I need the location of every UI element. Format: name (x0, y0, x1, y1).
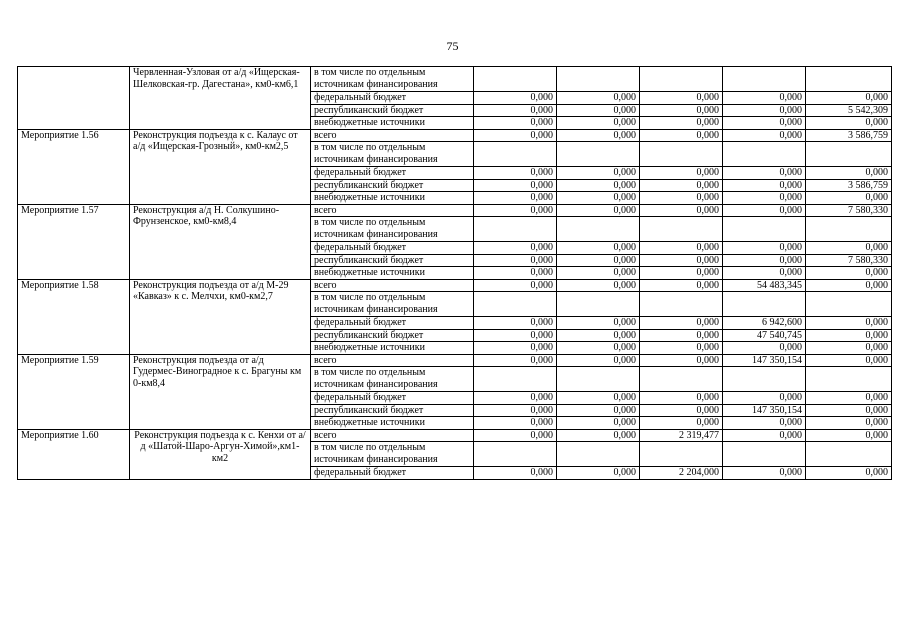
funding-source-label: республиканский бюджет (311, 179, 474, 192)
amount-cell: 0,000 (806, 342, 892, 355)
amount-cell: 0,000 (557, 192, 640, 205)
amount-cell: 0,000 (640, 167, 723, 180)
amount-cell: 5 542,309 (806, 104, 892, 117)
amount-cell: 0,000 (474, 254, 557, 267)
amount-cell: 0,000 (723, 429, 806, 442)
amount-cell: 0,000 (806, 167, 892, 180)
amount-cell: 0,000 (557, 117, 640, 130)
amount-cell (640, 292, 723, 317)
amount-cell: 0,000 (806, 354, 892, 367)
funding-source-label: всего (311, 429, 474, 442)
event-cell: Мероприятие 1.59 (18, 354, 130, 429)
amount-cell (806, 367, 892, 392)
amount-cell: 0,000 (474, 429, 557, 442)
amount-cell (474, 67, 557, 92)
amount-cell: 0,000 (723, 467, 806, 480)
amount-cell: 0,000 (474, 392, 557, 405)
amount-cell: 3 586,759 (806, 179, 892, 192)
funding-source-label: федеральный бюджет (311, 167, 474, 180)
amount-cell: 0,000 (806, 242, 892, 255)
funding-source-label: всего (311, 354, 474, 367)
amount-cell: 0,000 (474, 192, 557, 205)
funding-source-label: федеральный бюджет (311, 392, 474, 405)
funding-source-label: в том числе по отдельным источникам финансирования (311, 292, 474, 317)
amount-cell: 0,000 (723, 192, 806, 205)
amount-cell (557, 292, 640, 317)
amount-cell: 6 942,600 (723, 317, 806, 330)
amount-cell: 0,000 (474, 179, 557, 192)
amount-cell: 0,000 (640, 242, 723, 255)
amount-cell (723, 67, 806, 92)
amount-cell: 0,000 (640, 342, 723, 355)
event-cell: Мероприятие 1.57 (18, 204, 130, 279)
amount-cell: 0,000 (640, 404, 723, 417)
amount-cell (723, 292, 806, 317)
amount-cell: 0,000 (806, 117, 892, 130)
description-cell: Реконструкция подъезда от а/д Гудермес-Виноградное к с. Брагуны км 0-км8,4 (130, 354, 311, 429)
amount-cell: 0,000 (474, 342, 557, 355)
amount-cell: 0,000 (806, 279, 892, 292)
amount-cell: 0,000 (557, 204, 640, 217)
amount-cell: 0,000 (557, 342, 640, 355)
amount-cell: 0,000 (557, 129, 640, 142)
amount-cell: 0,000 (806, 467, 892, 480)
amount-cell: 0,000 (474, 167, 557, 180)
amount-cell: 0,000 (557, 104, 640, 117)
amount-cell: 0,000 (723, 167, 806, 180)
funding-source-label: республиканский бюджет (311, 254, 474, 267)
funding-source-label: внебюджетные источники (311, 192, 474, 205)
amount-cell: 0,000 (640, 417, 723, 430)
amount-cell: 147 350,154 (723, 354, 806, 367)
amount-cell: 0,000 (474, 404, 557, 417)
amount-cell: 0,000 (806, 317, 892, 330)
amount-cell: 0,000 (723, 417, 806, 430)
table-row (18, 279, 892, 292)
amount-cell: 2 204,000 (640, 467, 723, 480)
amount-cell (557, 67, 640, 92)
amount-cell (723, 217, 806, 242)
funding-source-label: федеральный бюджет (311, 467, 474, 480)
amount-cell: 0,000 (640, 92, 723, 105)
amount-cell: 0,000 (474, 329, 557, 342)
amount-cell: 0,000 (723, 104, 806, 117)
amount-cell: 0,000 (723, 204, 806, 217)
amount-cell (474, 217, 557, 242)
funding-source-label: федеральный бюджет (311, 92, 474, 105)
funding-source-label: всего (311, 129, 474, 142)
description-cell: Реконструкция подъезда к с. Кенхи от а/д «Шатой-Шаро-Аргун-Химой»,км1-км2 (130, 429, 311, 479)
amount-cell: 0,000 (474, 267, 557, 280)
funding-source-label: республиканский бюджет (311, 104, 474, 117)
amount-cell: 0,000 (806, 267, 892, 280)
amount-cell: 0,000 (474, 317, 557, 330)
amount-cell: 0,000 (557, 179, 640, 192)
budget-table (17, 66, 892, 480)
amount-cell: 0,000 (557, 354, 640, 367)
amount-cell: 0,000 (806, 392, 892, 405)
amount-cell: 0,000 (557, 329, 640, 342)
amount-cell: 7 580,330 (806, 204, 892, 217)
table-row (18, 67, 892, 92)
amount-cell (723, 442, 806, 467)
funding-source-label: федеральный бюджет (311, 242, 474, 255)
amount-cell: 0,000 (723, 129, 806, 142)
amount-cell (557, 217, 640, 242)
event-cell: Мероприятие 1.58 (18, 279, 130, 354)
amount-cell (806, 442, 892, 467)
amount-cell (806, 67, 892, 92)
amount-cell: 0,000 (640, 117, 723, 130)
amount-cell: 0,000 (640, 129, 723, 142)
amount-cell (474, 292, 557, 317)
amount-cell: 0,000 (640, 392, 723, 405)
amount-cell: 0,000 (474, 467, 557, 480)
amount-cell: 0,000 (806, 429, 892, 442)
table-row (18, 204, 892, 217)
amount-cell: 0,000 (806, 92, 892, 105)
event-cell: Мероприятие 1.56 (18, 129, 130, 204)
amount-cell: 0,000 (557, 242, 640, 255)
amount-cell: 0,000 (723, 342, 806, 355)
amount-cell: 0,000 (806, 192, 892, 205)
amount-cell: 0,000 (474, 92, 557, 105)
funding-source-label: в том числе по отдельным источникам финансирования (311, 217, 474, 242)
event-cell (18, 67, 130, 130)
amount-cell: 0,000 (474, 354, 557, 367)
page-number: 75 (446, 39, 459, 53)
amount-cell: 0,000 (640, 254, 723, 267)
event-cell: Мероприятие 1.60 (18, 429, 130, 479)
description-cell: Червленная-Узловая от а/д «Ищерская-Шелковская-гр. Дагестана», км0-км6,1 (130, 67, 311, 130)
amount-cell: 0,000 (474, 279, 557, 292)
table-row (18, 429, 892, 442)
funding-source-label: внебюджетные источники (311, 117, 474, 130)
amount-cell: 0,000 (640, 354, 723, 367)
amount-cell (723, 142, 806, 167)
amount-cell: 2 319,477 (640, 429, 723, 442)
amount-cell: 0,000 (474, 129, 557, 142)
amount-cell: 0,000 (640, 279, 723, 292)
amount-cell: 0,000 (723, 392, 806, 405)
amount-cell: 0,000 (640, 267, 723, 280)
funding-source-label: всего (311, 279, 474, 292)
description-cell: Реконструкция подъезда от а/д М-29 «Кавказ» к с. Мелчхи, км0-км2,7 (130, 279, 311, 354)
funding-source-label: в том числе по отдельным источникам финансирования (311, 142, 474, 167)
amount-cell: 0,000 (557, 317, 640, 330)
funding-source-label: внебюджетные источники (311, 267, 474, 280)
amount-cell (640, 67, 723, 92)
amount-cell: 0,000 (723, 267, 806, 280)
funding-source-label: республиканский бюджет (311, 329, 474, 342)
amount-cell (474, 442, 557, 467)
amount-cell (557, 142, 640, 167)
amount-cell: 0,000 (806, 404, 892, 417)
amount-cell: 0,000 (474, 242, 557, 255)
amount-cell (806, 217, 892, 242)
amount-cell: 0,000 (723, 254, 806, 267)
amount-cell (640, 217, 723, 242)
amount-cell: 7 580,330 (806, 254, 892, 267)
amount-cell: 54 483,345 (723, 279, 806, 292)
amount-cell: 0,000 (557, 167, 640, 180)
amount-cell: 147 350,154 (723, 404, 806, 417)
amount-cell (474, 367, 557, 392)
amount-cell: 0,000 (557, 417, 640, 430)
amount-cell: 0,000 (557, 279, 640, 292)
amount-cell: 0,000 (557, 392, 640, 405)
amount-cell (640, 442, 723, 467)
amount-cell: 0,000 (557, 92, 640, 105)
funding-source-label: в том числе по отдельным источникам финансирования (311, 442, 474, 467)
table-row (18, 129, 892, 142)
description-cell: Реконструкция а/д Н. Солкушино-Фрунзенское, км0-км8,4 (130, 204, 311, 279)
amount-cell: 0,000 (806, 417, 892, 430)
amount-cell: 0,000 (557, 429, 640, 442)
amount-cell: 0,000 (723, 92, 806, 105)
amount-cell: 0,000 (557, 404, 640, 417)
amount-cell: 0,000 (557, 254, 640, 267)
amount-cell: 0,000 (640, 204, 723, 217)
amount-cell: 0,000 (557, 467, 640, 480)
amount-cell: 0,000 (474, 204, 557, 217)
amount-cell: 0,000 (640, 317, 723, 330)
amount-cell: 0,000 (723, 179, 806, 192)
amount-cell (723, 367, 806, 392)
amount-cell: 3 586,759 (806, 129, 892, 142)
amount-cell: 0,000 (557, 267, 640, 280)
amount-cell (474, 142, 557, 167)
amount-cell: 0,000 (640, 329, 723, 342)
funding-source-label: в том числе по отдельным источникам финансирования (311, 367, 474, 392)
amount-cell: 0,000 (806, 329, 892, 342)
amount-cell: 47 540,745 (723, 329, 806, 342)
funding-source-label: в том числе по отдельным источникам финансирования (311, 67, 474, 92)
amount-cell: 0,000 (640, 179, 723, 192)
amount-cell (557, 442, 640, 467)
amount-cell: 0,000 (723, 242, 806, 255)
amount-cell (640, 367, 723, 392)
funding-source-label: федеральный бюджет (311, 317, 474, 330)
funding-source-label: внебюджетные источники (311, 417, 474, 430)
amount-cell: 0,000 (723, 117, 806, 130)
amount-cell (806, 292, 892, 317)
funding-source-label: республиканский бюджет (311, 404, 474, 417)
description-cell: Реконструкция подъезда к с. Калаус от а/д «Ищерская-Грозный», км0-км2,5 (130, 129, 311, 204)
funding-source-label: внебюджетные источники (311, 342, 474, 355)
funding-source-label: всего (311, 204, 474, 217)
amount-cell: 0,000 (474, 417, 557, 430)
amount-cell: 0,000 (640, 192, 723, 205)
table-row (18, 354, 892, 367)
amount-cell: 0,000 (474, 104, 557, 117)
amount-cell (557, 367, 640, 392)
amount-cell (806, 142, 892, 167)
amount-cell: 0,000 (640, 104, 723, 117)
amount-cell (640, 142, 723, 167)
amount-cell: 0,000 (474, 117, 557, 130)
